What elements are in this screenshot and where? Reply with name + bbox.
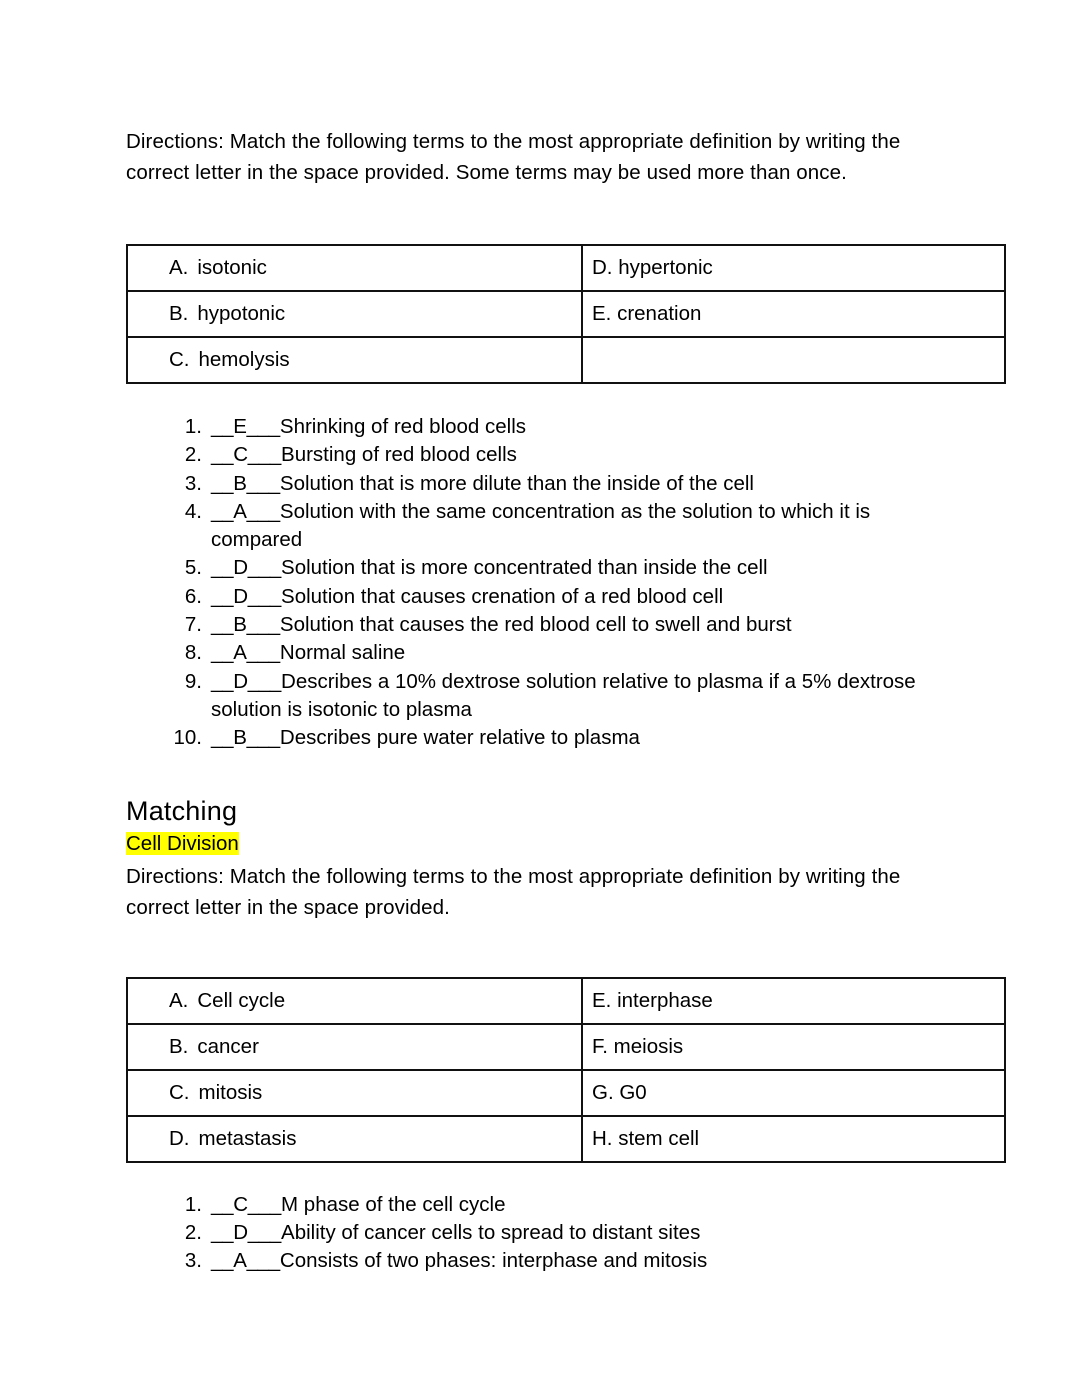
table-cell-term: [582, 1116, 1005, 1162]
list-item: [126, 611, 954, 639]
item-number: 4.: [184, 499, 202, 523]
item-text: Solution with the same concentration as the solution to which it is compared: [211, 499, 871, 552]
answer-blank[interactable]: __D___: [211, 556, 282, 580]
item-number: 1.: [184, 415, 202, 438]
spacer-list-heading: [126, 753, 954, 794]
item-number: 5.: [184, 556, 202, 580]
term-label: hemolysis: [198, 348, 290, 371]
term-label: meiosis: [613, 1034, 684, 1058]
spacer-table-list: [126, 384, 954, 413]
term-label: interphase: [617, 988, 713, 1012]
table-cell-term: [582, 978, 1005, 1024]
item-number: 6.: [184, 584, 202, 608]
table-cell-term: [127, 291, 582, 337]
table-row: [127, 337, 1005, 383]
term-label: crenation: [617, 302, 702, 325]
answer-blank[interactable]: __C___: [211, 1192, 282, 1216]
table-cell-term: [127, 1024, 582, 1070]
item-body: [211, 498, 954, 555]
answer-blank[interactable]: __C___: [211, 443, 282, 467]
table-cell-term: [127, 1070, 582, 1116]
item-number: 3.: [184, 1249, 202, 1273]
table-row: [127, 978, 1005, 1024]
list-item: [126, 1191, 954, 1219]
table-cell-empty: [582, 337, 1005, 383]
cell-division-term-table-body: [127, 978, 1005, 1162]
item-body: [211, 724, 954, 752]
term-label: hypertonic: [618, 256, 713, 279]
cell-division-answer-list: [126, 1191, 954, 1276]
term-letter: G.: [592, 1080, 614, 1104]
list-item: [126, 639, 954, 667]
term-letter: E.: [592, 988, 612, 1012]
list-item: [126, 724, 954, 752]
osmosis-term-table: [126, 244, 1006, 384]
term-letter: D.: [169, 1126, 190, 1150]
item-number: 9.: [184, 669, 202, 693]
item-number: 7.: [184, 613, 202, 637]
term-letter: H.: [592, 1126, 613, 1150]
term-letter: C.: [169, 1080, 190, 1104]
item-text: M phase of the cell cycle: [281, 1192, 506, 1216]
item-number: 2.: [184, 1220, 202, 1244]
item-body: [211, 470, 954, 498]
item-body: [211, 639, 954, 667]
item-body: [211, 668, 954, 725]
item-body: [211, 554, 954, 582]
term-letter: B.: [169, 1034, 189, 1058]
answer-blank[interactable]: __A___: [211, 641, 280, 665]
spacer-intro-table: [126, 188, 954, 244]
item-text: Solution that is more concentrated than inside the cell: [281, 556, 768, 580]
list-item: [126, 1219, 954, 1247]
item-body: [211, 1219, 954, 1247]
item-body: [211, 611, 954, 639]
item-text: Normal saline: [279, 641, 406, 665]
table-cell-term: [127, 1116, 582, 1162]
table-cell-term: [582, 1024, 1005, 1070]
answer-blank[interactable]: __B___: [211, 726, 280, 750]
cell-division-subheading-line: [126, 828, 954, 861]
table-row: [127, 1116, 1005, 1162]
term-label: hypotonic: [197, 302, 286, 325]
item-body: [211, 1191, 954, 1219]
answer-blank[interactable]: __E___: [211, 415, 280, 438]
table-row: [127, 291, 1005, 337]
table-cell-term: [127, 978, 582, 1024]
answer-blank[interactable]: __B___: [211, 471, 280, 495]
osmosis-directions: Directions: Match the following terms to the most appropriate definition by writing the correct letter in the space provided. Some terms may be used more than once.: [126, 130, 901, 184]
cell-division-subheading: Cell Division: [126, 831, 239, 855]
list-item: [126, 554, 954, 582]
term-label: Cell cycle: [197, 988, 286, 1012]
item-body: [211, 441, 954, 469]
item-text: Solution that is more dilute than the inside of the cell: [279, 471, 754, 495]
answer-blank[interactable]: __A___: [211, 499, 280, 523]
list-item: [126, 668, 954, 725]
term-letter: A.: [169, 256, 189, 279]
item-body: [211, 1247, 954, 1275]
item-text: Describes pure water relative to plasma: [279, 726, 640, 750]
item-number: 1.: [184, 1192, 202, 1216]
list-item: [126, 1247, 954, 1275]
list-item: [126, 441, 954, 469]
answer-blank[interactable]: __D___: [211, 669, 282, 693]
term-label: isotonic: [197, 256, 267, 279]
answer-blank[interactable]: __D___: [211, 1220, 282, 1244]
table-row: [127, 1024, 1005, 1070]
spacer-heading-table2: [126, 923, 954, 977]
table-cell-term: [582, 1070, 1005, 1116]
item-number: 10.: [173, 726, 202, 750]
list-item: [126, 583, 954, 611]
table-cell-term: [127, 245, 582, 291]
cell-division-term-table: [126, 977, 1006, 1163]
list-item: [126, 470, 954, 498]
item-text: Shrinking of red blood cells: [279, 415, 527, 438]
item-text: Solution that causes crenation of a red blood cell: [281, 584, 724, 608]
page-title: Matching: [126, 795, 238, 826]
item-number: 2.: [184, 443, 202, 467]
term-letter: F.: [592, 1034, 608, 1058]
answer-blank[interactable]: __A___: [211, 1249, 280, 1273]
item-text: Ability of cancer cells to spread to distant sites: [281, 1220, 701, 1244]
item-body: [211, 413, 954, 441]
osmosis-term-table-body: [127, 245, 1005, 383]
list-item: [126, 498, 954, 555]
table-row: [127, 1070, 1005, 1116]
term-letter: D.: [592, 256, 613, 279]
osmosis-answer-list: [126, 413, 954, 753]
item-text: Describes a 10% dextrose solution relative to plasma if a 5% dextrose solution is isotonic to plasma: [211, 669, 916, 721]
cell-division-directions: Directions: Match the following terms to the most appropriate definition by writing the correct letter in the space provided.: [126, 864, 901, 919]
table-cell-term: [582, 291, 1005, 337]
answer-blank[interactable]: __D___: [211, 584, 282, 608]
term-letter: E.: [592, 302, 612, 325]
table-cell-term: [127, 337, 582, 383]
list-item: [126, 413, 954, 441]
term-label: G0: [619, 1080, 647, 1104]
term-letter: C.: [169, 348, 190, 371]
term-letter: A.: [169, 988, 189, 1012]
item-text: Solution that causes the red blood cell to swell and burst: [279, 613, 792, 637]
item-number: 8.: [184, 641, 202, 665]
table-cell-term: [582, 245, 1005, 291]
term-label: mitosis: [198, 1080, 263, 1104]
spacer-table2-list: [126, 1163, 954, 1191]
term-label: cancer: [197, 1034, 259, 1058]
item-text: Bursting of red blood cells: [281, 443, 517, 467]
item-body: [211, 583, 954, 611]
term-letter: B.: [169, 302, 189, 325]
term-label: stem cell: [618, 1126, 700, 1150]
item-text: Consists of two phases: interphase and mitosis: [279, 1249, 708, 1273]
table-row: [127, 245, 1005, 291]
answer-blank[interactable]: __B___: [211, 613, 280, 637]
term-label: metastasis: [198, 1126, 297, 1150]
item-number: 3.: [184, 471, 202, 495]
